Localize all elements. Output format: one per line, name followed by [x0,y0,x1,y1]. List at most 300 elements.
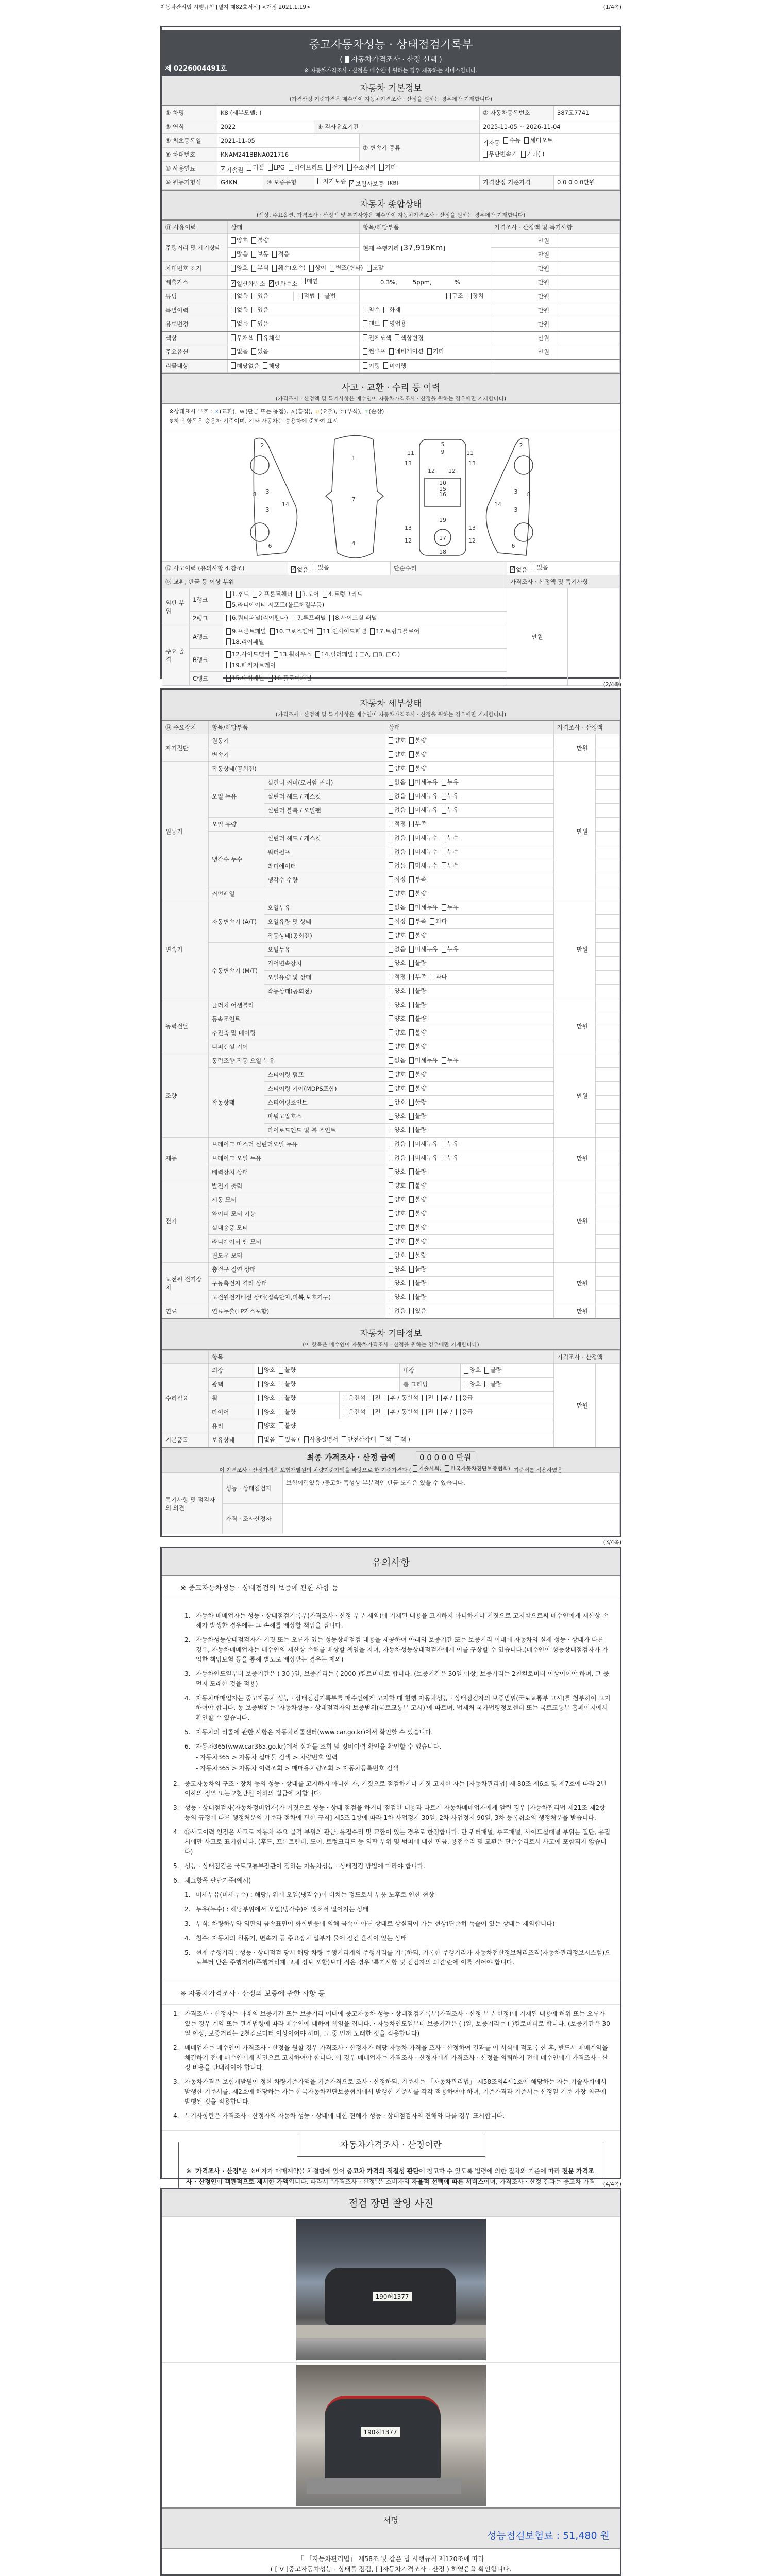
checkbox-icon[interactable] [383,307,388,313]
checkbox-icon[interactable] [464,1381,468,1387]
checkbox-option[interactable] [383,319,406,328]
checkbox-icon[interactable] [442,835,446,841]
checkbox-icon[interactable] [409,1294,414,1300]
checkbox-option[interactable] [226,590,249,598]
checkbox-option[interactable] [349,180,384,188]
checkbox-option[interactable] [464,1366,481,1374]
checkbox-option[interactable] [301,277,318,285]
checkbox-icon[interactable] [389,1015,393,1022]
checkbox-option[interactable] [395,334,423,342]
checkbox-icon[interactable] [317,628,322,635]
checkbox-option[interactable] [409,1001,426,1009]
checkbox-icon[interactable] [409,1155,414,1161]
checkbox-icon[interactable] [251,348,256,355]
checkbox-option[interactable] [409,820,426,828]
checkbox-icon[interactable] [389,821,393,827]
checkbox-icon[interactable] [258,1422,263,1429]
checkbox-icon[interactable] [326,164,331,171]
checkbox-option[interactable] [483,150,517,158]
checkbox-option[interactable] [430,973,447,981]
checkbox-icon[interactable] [409,1113,414,1120]
checkbox-option[interactable] [409,834,438,842]
checkbox-option[interactable] [326,163,343,172]
checkbox-option[interactable] [279,1366,296,1374]
checkbox-option[interactable] [363,306,380,314]
checkbox-icon[interactable] [389,1127,393,1133]
checkbox-option[interactable] [226,627,266,635]
checkbox-icon[interactable] [363,334,367,341]
checkbox-option[interactable] [409,931,426,939]
checkbox-icon[interactable] [445,1465,449,1472]
checkbox-icon[interactable] [409,1210,414,1217]
checkbox-icon[interactable] [389,890,393,897]
checkbox-icon[interactable] [409,1182,414,1189]
checkbox-option[interactable] [409,1154,438,1162]
checkbox-icon[interactable] [296,591,301,598]
checkbox-icon[interactable] [395,1436,399,1443]
checkbox-icon[interactable] [389,793,393,800]
checkbox-option[interactable] [484,1366,501,1374]
checkbox-icon[interactable] [409,1043,414,1050]
checkbox-icon[interactable] [317,178,322,184]
checkbox-option[interactable] [343,1394,365,1402]
checkbox-option[interactable] [258,1380,275,1388]
checkbox-option[interactable] [226,638,264,646]
checkbox-icon[interactable] [442,1057,446,1064]
checkbox-option[interactable] [380,1435,391,1444]
checkbox-option[interactable] [389,959,406,967]
checkbox-icon[interactable] [312,564,316,570]
checkbox-icon[interactable] [409,1141,414,1147]
checkbox-icon[interactable] [446,293,451,299]
checkbox-option[interactable] [343,1408,365,1416]
checkbox-option[interactable] [430,917,447,925]
checkbox-option[interactable] [269,280,297,288]
checkbox-icon[interactable] [389,946,393,953]
checkbox-icon[interactable] [409,918,414,925]
checkbox-option[interactable] [442,792,459,800]
checkbox-option[interactable] [409,1251,426,1259]
checked-checkbox-icon[interactable]: ✓ [483,139,488,145]
checkbox-option[interactable] [422,1394,433,1402]
checkbox-option[interactable] [389,848,406,856]
checkbox-option[interactable] [258,1366,275,1374]
checkbox-option[interactable] [291,566,308,574]
checkbox-option[interactable] [379,163,396,172]
checkbox-icon[interactable] [409,1168,414,1175]
checkbox-icon[interactable] [409,765,414,772]
checkbox-option[interactable] [409,945,438,953]
checkbox-option[interactable] [389,1028,406,1037]
checkbox-option[interactable] [389,1265,406,1273]
checkbox-icon[interactable] [251,320,256,327]
checkbox-option[interactable] [409,1279,426,1287]
checkbox-icon[interactable] [363,320,367,327]
checkbox-icon[interactable] [226,601,231,608]
checkbox-icon[interactable] [389,1085,393,1092]
checkbox-option[interactable] [389,347,424,355]
checkbox-option[interactable] [437,1394,452,1402]
checkbox-icon[interactable] [389,849,393,855]
checkbox-option[interactable] [409,1223,426,1231]
checkbox-option[interactable] [409,959,426,967]
checkbox-icon[interactable] [247,164,251,171]
checkbox-option[interactable] [389,1223,406,1231]
checkbox-icon[interactable] [369,1409,374,1415]
checkbox-icon[interactable] [442,849,446,855]
checkbox-icon[interactable] [409,1266,414,1273]
checkbox-option[interactable] [304,1435,339,1444]
checkbox-icon[interactable] [231,293,236,299]
checkbox-option[interactable] [384,1394,418,1402]
checkbox-icon[interactable] [483,151,488,158]
checkbox-option[interactable] [389,861,406,870]
checkbox-icon[interactable] [226,662,231,668]
checkbox-option[interactable] [253,590,293,598]
checkbox-option[interactable] [442,806,459,814]
checkbox-option[interactable] [231,362,259,370]
checkbox-option[interactable] [409,1167,426,1176]
checkbox-option[interactable] [226,601,324,609]
checkbox-icon[interactable] [389,807,393,814]
checkbox-option[interactable] [251,236,268,244]
checkbox-option[interactable] [263,362,280,370]
checkbox-icon[interactable] [292,615,296,621]
checkbox-icon[interactable] [484,1367,489,1374]
checkbox-option[interactable] [409,1084,426,1092]
checkbox-icon[interactable] [309,265,314,272]
checkbox-icon[interactable] [251,251,256,258]
checkbox-icon[interactable] [389,1155,393,1161]
checkbox-option[interactable] [409,1042,426,1050]
checkbox-option[interactable] [456,1394,473,1402]
checkbox-option[interactable] [389,1237,406,1245]
checkbox-option[interactable] [258,1435,275,1444]
checkbox-icon[interactable] [409,737,414,744]
checkbox-option[interactable] [289,163,323,172]
checkbox-option[interactable] [456,1408,473,1416]
checkbox-option[interactable] [389,1167,406,1176]
checkbox-option[interactable] [389,736,406,744]
checkbox-option[interactable] [389,806,406,814]
checkbox-icon[interactable] [389,1057,393,1064]
checkbox-icon[interactable] [226,615,231,621]
checkbox-icon[interactable] [389,1071,393,1078]
checkbox-icon[interactable] [409,807,414,814]
checkbox-option[interactable] [413,1465,441,1472]
checkbox-option[interactable] [330,264,363,272]
checkbox-icon[interactable] [363,362,367,369]
checkbox-icon[interactable] [389,988,393,994]
checkbox-option[interactable] [409,1140,438,1148]
checkbox-icon[interactable] [531,564,535,570]
checkbox-option[interactable] [258,1421,275,1430]
checkbox-option[interactable] [363,319,380,328]
checkbox-option[interactable] [442,861,459,870]
checkbox-option[interactable] [389,1001,406,1009]
checkbox-icon[interactable] [389,1029,393,1036]
checkbox-option[interactable] [251,264,268,272]
checkbox-option[interactable] [370,627,419,635]
checkbox-option[interactable] [442,1154,459,1162]
checkbox-icon[interactable] [409,1224,414,1231]
checkbox-option[interactable] [312,563,329,571]
checkbox-icon[interactable] [268,164,273,171]
checkbox-icon[interactable] [409,1057,414,1064]
checkbox-icon[interactable] [427,348,432,355]
checkbox-option[interactable] [389,764,406,772]
checkbox-icon[interactable] [274,651,278,658]
checkbox-option[interactable] [389,1098,406,1106]
checkbox-option[interactable] [272,264,305,272]
checkbox-option[interactable] [279,1408,296,1416]
checkbox-icon[interactable] [389,960,393,967]
checked-checkbox-icon[interactable]: ✓ [292,566,296,572]
checkbox-icon[interactable] [279,1367,283,1374]
checkbox-icon[interactable] [409,946,414,953]
checkbox-icon[interactable] [442,946,446,953]
checkbox-option[interactable] [389,1084,406,1092]
checkbox-option[interactable] [231,347,248,355]
checkbox-option[interactable] [389,875,406,884]
checkbox-icon[interactable] [409,849,414,855]
checkbox-option[interactable] [442,945,459,953]
checkbox-icon[interactable] [389,1210,393,1217]
checkbox-option[interactable] [231,292,248,300]
checkbox-icon[interactable] [231,237,236,244]
checkbox-icon[interactable] [409,862,414,869]
checkbox-icon[interactable] [363,348,367,355]
checkbox-option[interactable] [296,590,319,598]
checkbox-icon[interactable] [422,1395,427,1401]
checkbox-option[interactable] [329,614,377,622]
checkbox-option[interactable] [409,750,426,758]
checkbox-option[interactable] [279,1435,300,1444]
checkbox-icon[interactable] [304,1436,309,1443]
checked-checkbox-icon[interactable]: ✓ [511,566,515,572]
checkbox-icon[interactable] [442,807,446,814]
checkbox-icon[interactable] [251,237,256,244]
checkbox-option[interactable] [467,292,484,300]
checkbox-icon[interactable] [389,1182,393,1189]
checkbox-icon[interactable] [383,362,388,369]
checked-checkbox-icon[interactable]: ✓ [231,280,236,286]
checkbox-icon[interactable] [258,1395,263,1401]
checkbox-option[interactable] [258,1408,275,1416]
checked-checkbox-icon[interactable]: ✓ [350,180,355,186]
checkbox-icon[interactable] [409,1280,414,1286]
checkbox-option[interactable] [226,661,276,669]
checkbox-icon[interactable] [251,293,256,299]
checkbox-icon[interactable] [456,1409,461,1415]
checkbox-option[interactable] [409,1265,426,1273]
checkbox-icon[interactable] [442,793,446,800]
checkbox-icon[interactable] [389,1141,393,1147]
checkbox-option[interactable] [422,1408,433,1416]
checkbox-option[interactable] [389,917,406,925]
checkbox-icon[interactable] [253,591,257,598]
checkbox-option[interactable] [531,563,548,571]
checkbox-option[interactable] [409,917,426,925]
checkbox-icon[interactable] [226,591,231,598]
checkbox-icon[interactable] [389,835,393,841]
checkbox-icon[interactable] [389,1266,393,1273]
checkbox-option[interactable] [409,778,438,786]
checkbox-option[interactable] [521,150,545,158]
checkbox-icon[interactable] [389,348,394,355]
checkbox-icon[interactable] [226,638,231,645]
checkbox-icon[interactable] [422,1409,427,1415]
checkbox-option[interactable] [389,1293,406,1301]
checkbox-icon[interactable] [409,1127,414,1133]
checkbox-icon[interactable] [442,1155,446,1161]
checkbox-option[interactable] [483,139,500,147]
checkbox-icon[interactable] [389,1280,393,1286]
checkbox-option[interactable] [363,347,385,355]
checkbox-icon[interactable] [409,932,414,939]
checkbox-icon[interactable] [231,348,236,355]
checkbox-icon[interactable] [442,904,446,911]
checkbox-option[interactable] [389,1112,406,1120]
checkbox-icon[interactable] [384,1409,389,1415]
checkbox-icon[interactable] [395,334,399,341]
checkbox-option[interactable] [323,590,363,598]
checkbox-icon[interactable] [409,960,414,967]
checkbox-option[interactable] [409,1112,426,1120]
checkbox-icon[interactable] [409,890,414,897]
checkbox-icon[interactable] [389,779,393,786]
inspection-photo-rear[interactable] [296,2365,486,2506]
checkbox-icon[interactable] [409,1002,414,1008]
checkbox-option[interactable] [226,614,288,622]
checkbox-icon[interactable] [301,278,306,284]
checkbox-option[interactable] [270,627,314,635]
checkbox-icon[interactable] [389,1113,393,1120]
checkbox-option[interactable] [347,163,376,172]
checkbox-icon[interactable] [257,334,262,341]
checkbox-option[interactable] [389,1070,406,1078]
checkbox-option[interactable] [315,650,400,658]
checkbox-option[interactable] [464,1380,481,1388]
checkbox-icon[interactable] [342,1436,346,1443]
checkbox-option[interactable] [226,650,270,658]
checkbox-option[interactable] [389,820,406,828]
checkbox-option[interactable] [389,1014,406,1023]
checkbox-icon[interactable] [389,1294,393,1300]
checkbox-icon[interactable] [389,1099,393,1106]
checkbox-icon[interactable] [464,1367,468,1374]
checkbox-option[interactable] [395,1435,410,1444]
checkbox-icon[interactable] [343,1409,347,1415]
inspection-photo-front[interactable] [296,2219,486,2360]
checkbox-icon[interactable] [409,1238,414,1245]
checkbox-option[interactable] [251,319,268,328]
checkbox-icon[interactable] [389,765,393,772]
checkbox-icon[interactable] [389,1043,393,1050]
checkbox-icon[interactable] [521,151,526,158]
checkbox-option[interactable] [363,334,391,342]
checkbox-option[interactable] [309,264,326,272]
checkbox-icon[interactable] [389,1002,393,1008]
checkbox-icon[interactable] [430,974,434,980]
checkbox-option[interactable] [389,1209,406,1217]
checkbox-option[interactable] [446,292,463,300]
checkbox-option[interactable] [251,347,268,355]
checkbox-icon[interactable] [409,1252,414,1259]
checkbox-icon[interactable] [231,362,236,369]
checkbox-option[interactable] [231,264,248,272]
checkbox-option[interactable] [524,136,552,144]
checkbox-icon[interactable] [389,751,393,758]
checkbox-option[interactable] [409,1209,426,1217]
checkbox-option[interactable] [442,778,459,786]
checkbox-option[interactable] [409,1028,426,1037]
checkbox-option[interactable] [409,806,438,814]
checkbox-icon[interactable] [389,1168,393,1175]
checkbox-option[interactable] [318,292,335,300]
checkbox-option[interactable] [257,334,280,342]
checkbox-option[interactable] [409,764,426,772]
checkbox-option[interactable] [510,566,527,574]
checkbox-option[interactable] [427,347,444,355]
checkbox-icon[interactable] [323,591,327,598]
checkbox-option[interactable] [409,889,426,897]
checkbox-icon[interactable] [272,251,277,258]
checkbox-option[interactable] [409,736,426,744]
checkbox-option[interactable] [367,264,384,272]
checkbox-option[interactable] [503,136,520,144]
checkbox-option[interactable] [409,792,438,800]
checkbox-icon[interactable] [389,1196,393,1203]
checkbox-option[interactable] [409,1070,426,1078]
checkbox-option[interactable] [251,306,268,314]
checkbox-option[interactable] [221,166,243,174]
checkbox-icon[interactable] [409,1071,414,1078]
checkbox-option[interactable] [279,1394,296,1402]
checkbox-icon[interactable] [380,1436,384,1443]
checkbox-option[interactable] [389,973,406,981]
checkbox-option[interactable] [409,1181,426,1190]
checkbox-icon[interactable] [409,974,414,980]
checkbox-icon[interactable] [363,307,367,313]
checkbox-icon[interactable] [442,862,446,869]
checkbox-icon[interactable] [279,1422,283,1429]
checkbox-icon[interactable] [409,1196,414,1203]
checkbox-icon[interactable] [384,1395,389,1401]
checkbox-option[interactable] [369,1394,380,1402]
checkbox-option[interactable] [389,1279,406,1287]
checkbox-icon[interactable] [263,362,267,369]
checkbox-option[interactable] [409,875,426,884]
checkbox-icon[interactable] [467,293,472,299]
checkbox-icon[interactable] [409,904,414,911]
checkbox-option[interactable] [389,1042,406,1050]
checkbox-icon[interactable] [409,835,414,841]
checkbox-option[interactable] [389,1056,406,1064]
checkbox-icon[interactable] [251,307,256,313]
checkbox-icon[interactable] [226,628,231,635]
checkbox-icon[interactable] [231,307,236,313]
checkbox-option[interactable] [484,1380,501,1388]
checkbox-icon[interactable] [409,1099,414,1106]
checkbox-icon[interactable] [347,164,352,171]
checked-checkbox-icon[interactable]: ✓ [269,280,274,286]
checkbox-option[interactable] [251,250,268,258]
checkbox-icon[interactable] [258,1409,263,1415]
checkbox-option[interactable] [389,750,406,758]
checkbox-option[interactable] [389,1126,406,1134]
checkbox-icon[interactable] [430,918,434,925]
